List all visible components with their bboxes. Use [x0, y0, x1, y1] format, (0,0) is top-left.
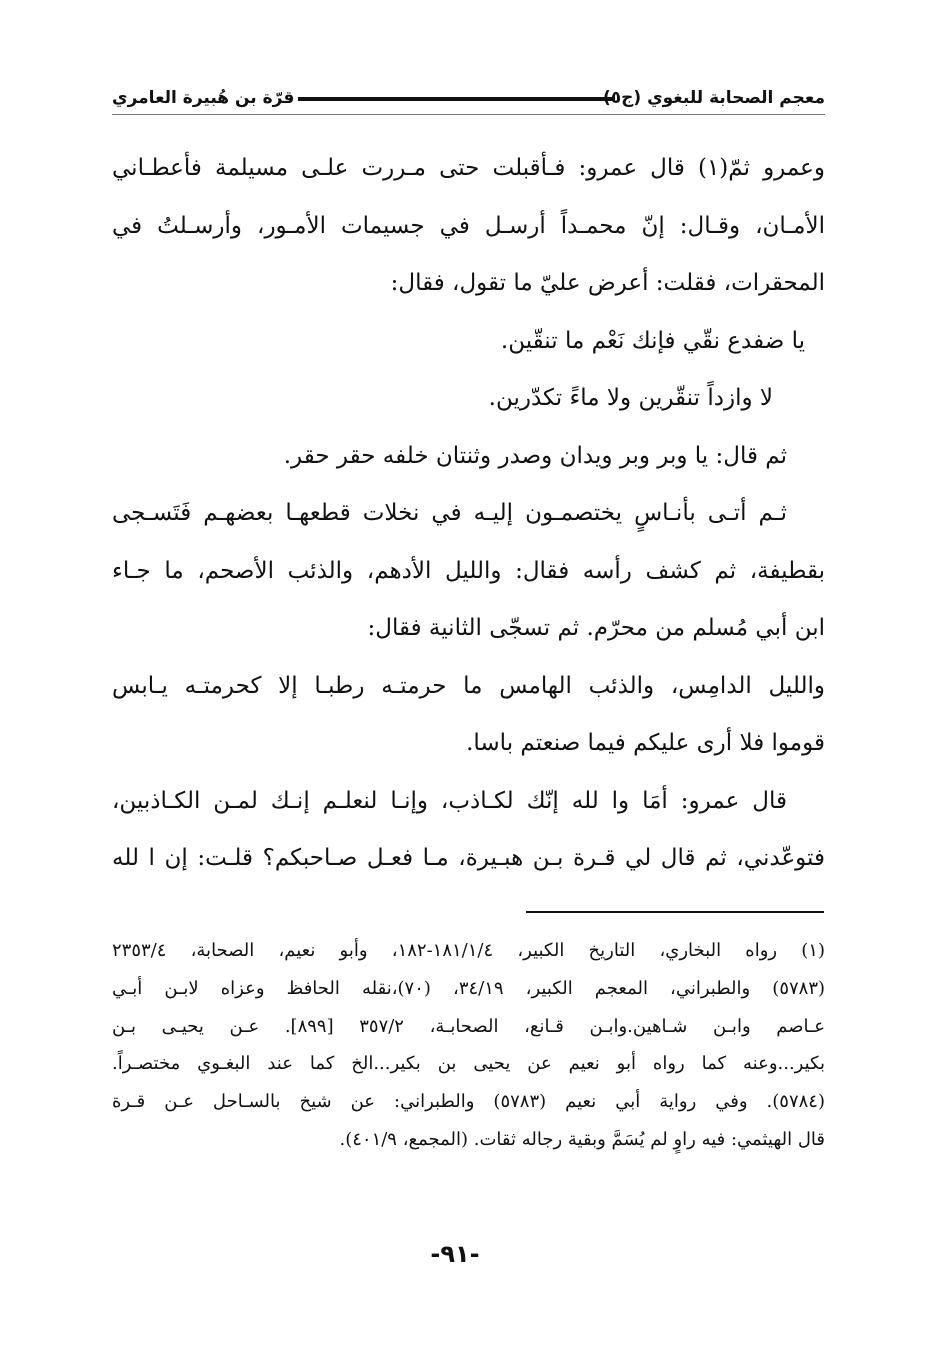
footnote-line: (٥٧٨٤). وفي رواية أبي نعيم (٥٧٨٣) والطبراني: عن شيخ بالسـاحل عـن قـرة	[112, 1091, 825, 1113]
footnote-separator	[526, 911, 824, 913]
body-line: وعمرو ثمّ(١) قال عمرو: فـأقبلت حتى مـررت علـى مسيلمة فأعطـاني	[112, 155, 825, 181]
poem-line: يا ضفدع نقّي فإنك نَعْم ما تنقّين.	[500, 327, 805, 354]
header-underline	[112, 114, 825, 115]
body-line: ثـم أتـى بأنـاسٍ يختصمـون إليـه في نخلات قطعهـا بعضهـم فَتَسـجى	[112, 500, 787, 526]
body-line: قال عمرو: أمَا وا لله إنّك لكـاذب، وإنـا لنعلـم إنـك لمـن الكـاذبين،	[112, 787, 787, 814]
footnote-line: قال الهيثمي: فيه راوٍ لم يُسَمَّ وبقية رجاله ثقات. (المجمع، ٤٠١/٩).	[339, 1128, 825, 1150]
book-title: معجم الصحابة للبغوي (ج٥)	[602, 88, 825, 108]
body-line: الأمـان، وقـال: إنّ محمـداً أرسـل في جسيمات الأمـور، وأرسـلتُ في	[112, 212, 825, 239]
footnote-line: عـاصم وابـن شـاهين.وابـن قـانع، الصحابـة، ٣٥٧/٢ [٨٩٩]. عـن يحيـى بـن	[112, 1015, 825, 1037]
body-line: قوموا فلا أرى عليكم فيما صنعتم باسا.	[466, 730, 825, 756]
body-line: المحقرات، فقلت: أعرض عليّ ما تقول، فقال:	[390, 270, 825, 296]
page-number: -٩١-	[430, 1240, 480, 1268]
body-line: فتوعّدني، ثم قال لي قـرة بـن هبـيرة، مـا فعـل صـاحبكم؟ قلـت: إن ا لله	[112, 845, 825, 871]
running-header	[112, 84, 825, 118]
body-line: ابن أبي مُسلم من محرّم. ثم تسجّى الثانية فقال:	[367, 615, 825, 641]
footnotes	[112, 932, 825, 1159]
footnote-line: بكير...وعنه كما رواه أبو نعيم عن يحيى بن بكير...الخ كما عند البغـوي مختصـراً.	[112, 1053, 825, 1075]
poem-line: لا وازداً تنقّرين ولا ماءً تكدّرين.	[488, 385, 773, 411]
body-line: بقطيفة، ثم كشف رأسه فقال: والليل الأدهم، والذئب الأصحم، ما جـاء	[112, 557, 825, 584]
footnote-line: (١) رواه البخاري، التاريخ الكبير، ١٨١/١/٤-١٨٢، وأبو نعيم، الصحابة، ٢٣٥٣/٤	[112, 940, 825, 961]
body-line: والليل الدامِس، والذئب الهامس ما حرمتـه رطبـا إلا كحرمتـه يـابس	[112, 672, 825, 699]
footnote-line: (٥٧٨٣) والطبراني، المعجم الكبير، ٣٤/١٩، (٧٠)،نقله الحافظ وعزاه لابـن أبـي	[112, 977, 825, 999]
entry-title: قرّة بن هُبيرة العامري	[112, 88, 295, 108]
body-text	[112, 140, 825, 888]
body-line: ثم قال: يا وبر وبر ويدان وصدر وثنتان خلفه حقر حقر.	[283, 442, 787, 469]
header-rule	[298, 97, 615, 101]
